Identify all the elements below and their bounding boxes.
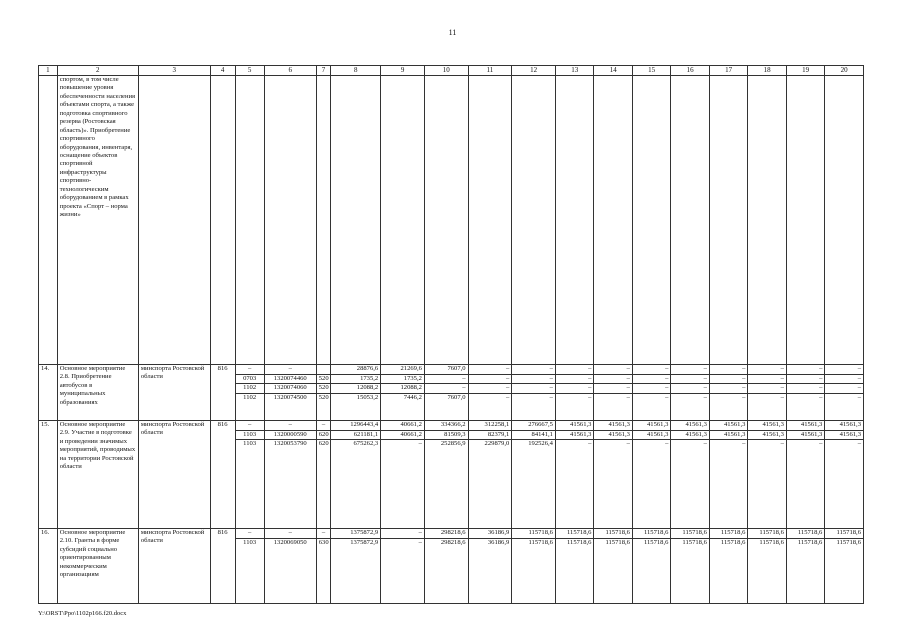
value-cell [331,529,381,604]
cell-value: 41561,3 [748,430,785,440]
value-cell [748,529,786,604]
cell-value: – [549,365,553,372]
page-number: 11 [448,28,457,37]
cell-value: – [418,529,422,536]
cell-value: – [633,439,670,449]
cell-value: 115718,6 [797,529,823,536]
cell-value: 12088,2 [381,383,424,393]
cell-value: 115718,6 [556,538,593,548]
cell-value: 41561,3 [608,421,630,428]
cell-value: – [780,365,784,372]
cell-value: 41561,3 [825,430,863,440]
cell-value: – [469,374,512,384]
cell-value: 41561,3 [633,430,670,440]
cell-value: 41561,3 [800,421,823,428]
cell-value: – [671,439,708,449]
cell-value: – [469,393,512,403]
cell-value: – [594,393,631,403]
cell-value: 41561,3 [671,430,708,440]
cell-value: – [710,439,747,449]
cell-value: 7446,2 [381,393,424,403]
cell-value: – [248,529,252,536]
cell-value: 7607,0 [447,365,466,372]
grbs-code: 816 [210,365,235,421]
cell-value: 115718,6 [759,529,784,536]
executor: минспорта Ростовской области [138,421,210,529]
cell-value: – [703,365,707,372]
cell-value: – [819,365,823,372]
cell-value: – [588,365,592,372]
cell-value: – [857,365,861,372]
value-cell [786,529,824,604]
cell-value: – [665,365,669,372]
value-cell [671,529,709,604]
cell-empty [39,76,58,365]
value-cell [748,421,786,529]
value-cell [594,421,632,529]
cell-value [319,365,329,374]
row-number: 16. [39,529,58,604]
table-row [39,529,864,604]
cell-value: 36186,9 [469,538,512,548]
cell-value: 115718,6 [836,529,861,536]
cell-value: 7607,0 [425,393,468,403]
cell-value: 229879,0 [469,439,512,449]
value-cell [264,421,316,529]
cell-value: 40661,2 [381,430,424,440]
column-header: 13 [555,66,593,76]
value-cell [424,365,468,421]
cell-value: 115718,6 [528,529,553,536]
cell-value: 621181,1 [331,430,380,440]
cell-value: – [787,393,824,403]
cell-value: – [710,393,747,403]
value-cell [632,365,670,421]
cell-value: – [425,383,468,393]
cell-value: – [321,529,326,536]
cell-value: 41561,3 [685,421,707,428]
table-row [39,421,864,529]
cell-value: 1735,2 [331,374,380,384]
cell-value: 40661,2 [400,421,422,428]
cell-value: 276667,5 [528,421,553,428]
column-header: 10 [424,66,468,76]
cell-value: 334366,2 [440,421,466,428]
cell-value: – [248,365,252,372]
column-header: 17 [709,66,747,76]
cell-value: 115718,6 [720,529,746,536]
cell-value: 115718,6 [682,529,707,536]
cell-value: 630 [318,538,329,546]
cell-value: – [787,374,824,384]
cell-value: 1735,2 [381,374,424,384]
value-cell [671,421,709,529]
column-header: 20 [825,66,864,76]
cell-value: – [787,439,824,449]
cell-value: 115718,6 [787,538,824,548]
cell-value: – [556,393,593,403]
cell-value: – [556,439,593,449]
cell-value: 115718,6 [512,538,555,548]
budget-table [38,65,864,604]
cell-value: 1103 [236,430,264,440]
cell-value: 81509,3 [425,430,468,440]
cell-value: – [381,439,424,449]
value-cell [424,421,468,529]
cell-value: – [742,365,746,372]
cell-value: 21269,6 [400,365,422,372]
column-header: 14 [594,66,632,76]
column-header: 9 [381,66,425,76]
cell-value: – [671,374,708,384]
value-cell [555,421,593,529]
cell-value: – [288,365,292,372]
cell-value: – [633,383,670,393]
cell-value: 82379,1 [469,430,512,440]
cell-value: – [748,439,785,449]
activity-name: Основное мероприятие 2.8. Приобретение автобусов в муниципальных образованиях [57,365,138,421]
value-cell [468,365,512,421]
cell-value: – [671,393,708,403]
column-header: 5 [235,66,264,76]
value-cell [331,421,381,529]
value-cell [709,529,747,604]
cell-value: 1103 [236,439,264,449]
cell-value: – [825,439,863,449]
column-header: 8 [331,66,381,76]
cell-value: 41561,3 [570,421,592,428]
cell-value: 15053,2 [331,393,380,403]
cell-value: 41561,3 [556,430,593,440]
column-header: 4 [210,66,235,76]
value-cell [594,529,632,604]
cell-value: – [556,374,593,384]
column-header: 2 [57,66,138,76]
cell-value: 115718,6 [643,529,669,536]
value-cell [316,529,331,604]
cell-value: – [512,383,555,393]
cell-value: 1320069050 [265,538,316,548]
cell-value: – [556,383,593,393]
cell-value: 1103 [236,538,264,548]
column-header: 15 [632,66,670,76]
value-cell [264,529,316,604]
value-cell [512,421,556,529]
cell-value: 1375872,9 [350,529,379,536]
cell-value: 675262,3 [331,439,380,449]
column-header: 11 [468,66,512,76]
column-header: 16 [671,66,709,76]
cell-value: 1320074060 [265,383,316,393]
activity-name: Основное мероприятие 2.9. Участие в подготовке и проведении значимых мероприятий, проводимых на территории Ростовской области [57,421,138,529]
executor: минспорта Ростовской области [138,365,210,421]
column-header: 12 [512,66,556,76]
cell-value: – [633,393,670,403]
value-cell [264,365,316,421]
cell-value: 41561,3 [646,421,669,428]
cell-value: 1320053790 [265,439,316,449]
cell-value: – [505,365,510,372]
cell-value: – [633,374,670,384]
value-cell [468,421,512,529]
cell-value: 620 [318,440,329,447]
cell-value: 1102 [236,393,264,403]
cell-value: 41561,3 [762,421,784,428]
executor: минспорта Ростовской области [138,529,210,604]
cell-value: – [594,374,631,384]
grbs-code: 816 [210,529,235,604]
column-header: 3 [138,66,210,76]
continuation-row [39,76,864,365]
cell-value: 192526,4 [512,439,555,449]
value-cell [671,365,709,421]
value-cell [786,421,824,529]
cell-value: 252856,9 [425,439,468,449]
cell-value: 520 [318,384,329,391]
value-cell [825,529,864,604]
cell-value: – [594,439,631,449]
value-cell [331,365,381,421]
cell-value: 1320074460 [265,374,316,384]
value-cell [512,365,556,421]
column-header: 1 [39,66,58,76]
value-cell [316,365,331,421]
cell-value: – [825,374,863,384]
cell-value: – [825,393,863,403]
value-cell [555,529,593,604]
cell-value: – [748,383,785,393]
cell-value: 41561,3 [839,421,861,428]
cell-value: 115718,6 [748,538,785,548]
cell-value: – [594,383,631,393]
cell-value: 115718,6 [710,538,747,548]
column-header: 7 [316,66,331,76]
cell-value: 115718,6 [566,529,592,536]
cell-value: – [512,374,555,384]
value-cell [381,365,425,421]
value-cell [468,529,512,604]
cell-value: – [288,421,292,428]
cell-value: 36186,9 [487,529,510,536]
value-cell [825,365,864,421]
table-row [39,365,864,421]
cell-value: 115718,6 [825,538,863,548]
cell-value: 115718,6 [633,538,670,548]
cell-value: 28876,6 [356,365,379,372]
cell-value: – [748,393,785,403]
value-cell [235,365,264,421]
cell-value: 520 [318,374,329,382]
cell-value: 41561,3 [787,430,824,440]
cell-value: 520 [318,393,329,401]
value-cell [381,421,425,529]
cont-name-cell: спортом, в том числе повышение уровня обеспеченности населения объектами спорта, а также подготовка спортивного резерва (Ростовская область)». Приобретение спортивного оборудования, инвентаря, оснащение объектов спортивной инфраструктуры спортивно-технологическим оборудованием в рамках проекта «Спорт – норма жизни» [57,76,138,365]
cell-value: – [248,421,252,428]
column-header: 6 [264,66,316,76]
value-cell [381,529,425,604]
cell-value: – [710,383,747,393]
cell-value: – [626,365,630,372]
value-cell [632,421,670,529]
header-row [39,66,864,76]
cell-value: 0703 [236,374,264,384]
cell-value: 41561,3 [594,430,631,440]
column-header: 18 [748,66,786,76]
file-path-footer: Y:\ORST\Ppo\1102p166.f20.docx [38,610,127,617]
cell-value: 115718,6 [605,529,630,536]
cell-value: 41561,3 [710,430,747,440]
value-cell [424,529,468,604]
cell-value: 1320000590 [265,430,316,440]
cell-value: 1320074500 [265,393,316,403]
value-cell [235,529,264,604]
activity-name: Основное мероприятие 2.10. Гранты в форме субсидий социально ориентированным некоммерческим организациям [57,529,138,604]
value-cell [555,365,593,421]
cell-value: 84141,1 [512,430,555,440]
value-cell [709,421,747,529]
value-cell [786,365,824,421]
cell-value: 1102 [236,383,264,393]
column-header: 19 [786,66,824,76]
grbs-code: 816 [210,421,235,529]
cell-value: – [425,374,468,384]
cell-value: – [381,538,424,548]
row-number: 15. [39,421,58,529]
cell-value: 41561,3 [723,421,746,428]
cell-value: 115718,6 [671,538,708,548]
cell-value: 298218,6 [440,529,466,536]
cell-value: 12088,2 [331,383,380,393]
cell-value: – [748,374,785,384]
value-cell [825,421,864,529]
cell-value: – [469,383,512,393]
cell-value: 620 [318,430,329,438]
cell-value: – [710,374,747,384]
row-number: 14. [39,365,58,421]
value-cell [709,365,747,421]
value-cell [316,421,331,529]
value-cell [748,365,786,421]
cell-value: – [321,421,326,428]
cell-value: 312258,1 [484,421,510,428]
value-cell [594,365,632,421]
value-cell [235,421,264,529]
cell-value: 1375872,9 [331,538,380,548]
cell-value: – [825,383,863,393]
cell-value: – [671,383,708,393]
value-cell [632,529,670,604]
cell-value: – [787,383,824,393]
cell-value: 115718,6 [594,538,631,548]
cell-value: – [512,393,555,403]
cell-value: 1296443,4 [350,421,379,428]
cell-value: – [288,529,292,536]
cell-value: 298218,6 [425,538,468,548]
value-cell [512,529,556,604]
